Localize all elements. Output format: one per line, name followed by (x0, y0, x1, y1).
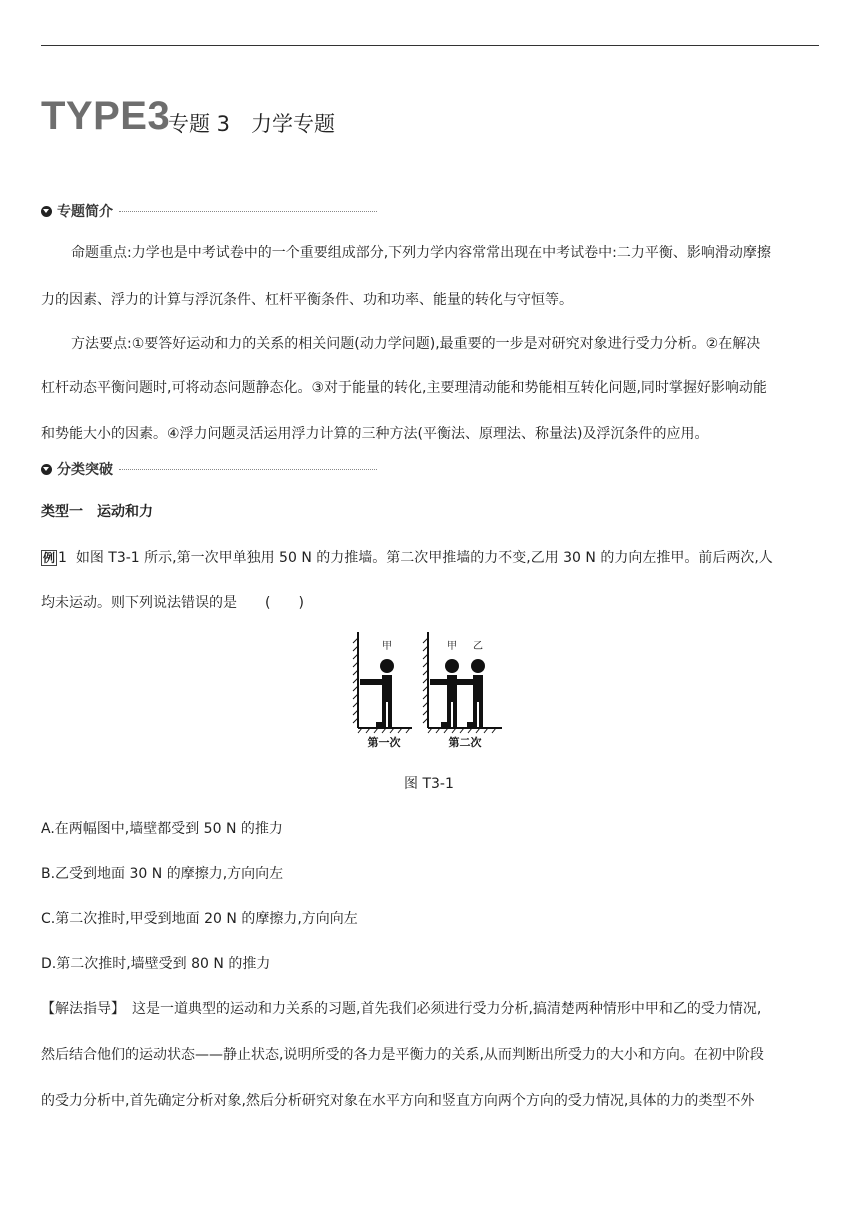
option-b: B.乙受到地面 30 N 的摩擦力,方向向左 (41, 866, 284, 882)
page-title: 专题 3 力学专题 (168, 112, 336, 136)
guide-line1: 【解法指导】 这是一道典型的运动和力关系的习题,首先我们必须进行受力分析,搞清楚两种情形中甲和乙的受力情况, (41, 1001, 762, 1017)
example-text-1: 如图 T3-1 所示,第一次甲单独用 50 N 的力推墙。第二次甲推墙的力不变,乙用 30 N 的力向左推甲。前后两次,人 (75, 550, 773, 566)
caption-second: 第二次 (448, 736, 482, 749)
intro-heading-label: 专题简介 (57, 204, 113, 220)
wall-1 (353, 632, 358, 728)
breakdown-heading (41, 459, 377, 479)
dotted-divider (119, 469, 377, 470)
ground-2 (428, 728, 502, 733)
intro-p2-line3: 和势能大小的因素。④浮力问题灵活运用浮力计算的三种方法(平衡法、原理法、称量法)及浮沉条件的应用。 (41, 426, 709, 442)
guide-line3: 的受力分析中,首先确定分析对象,然后分析研究对象在水平方向和竖直方向两个方向的受力情况,具体的力的类型不外 (41, 1093, 755, 1109)
person-jia-1 (360, 659, 394, 728)
ground-1 (358, 728, 412, 733)
example-number: 1 (58, 550, 67, 566)
type-tag: TYPE3 (41, 94, 171, 138)
person-yi (455, 659, 485, 728)
example-line2: 均未运动。则下列说法错误的是 ( ) (41, 595, 304, 611)
intro-p1-line2: 力的因素、浮力的计算与浮沉条件、杠杆平衡条件、功和功率、能量的转化与守恒等。 (41, 292, 573, 308)
label-yi: 乙 (473, 641, 483, 652)
option-c: C.第二次推时,甲受到地面 20 N 的摩擦力,方向向左 (41, 911, 358, 927)
figure-t3-1 (350, 628, 510, 752)
example-line1 (41, 547, 773, 567)
dotted-divider (119, 211, 377, 212)
intro-p2-line2: 杠杆动态平衡问题时,可将动态问题静态化。③对于能量的转化,主要理清动能和势能相互转化问题,同时掌握好影响动能 (41, 380, 767, 396)
breakdown-heading-label: 分类突破 (57, 462, 113, 478)
triangle-bullet-icon (41, 206, 52, 217)
label-jia-2: 甲 (447, 641, 457, 652)
option-a: A.在两幅图中,墙壁都受到 50 N 的推力 (41, 821, 283, 837)
intro-p2-line1: 方法要点:①要答好运动和力的关系的相关问题(动力学问题),最重要的一步是对研究对象进行受力分析。②在解决 (71, 336, 761, 352)
triangle-bullet-icon (41, 464, 52, 475)
intro-heading (41, 201, 377, 221)
label-jia-1: 甲 (382, 641, 392, 652)
intro-p1-line1: 命题重点:力学也是中考试卷中的一个重要组成部分,下列力学内容常常出现在中考试卷中:二力平衡、影响滑动摩擦 (71, 245, 771, 261)
guide-line2: 然后结合他们的运动状态——静止状态,说明所受的各力是平衡力的关系,从而判断出所受力的大小和方向。在初中阶段 (41, 1047, 764, 1063)
caption-first: 第一次 (367, 736, 401, 749)
top-rule (41, 45, 819, 46)
example-badge: 例 (43, 551, 56, 565)
option-d: D.第二次推时,墙壁受到 80 N 的推力 (41, 956, 271, 972)
wall-2 (423, 632, 428, 728)
type1-title: 类型一 运动和力 (41, 504, 153, 520)
person-jia-2 (430, 659, 459, 728)
figure-caption: 图 T3-1 (404, 776, 454, 792)
